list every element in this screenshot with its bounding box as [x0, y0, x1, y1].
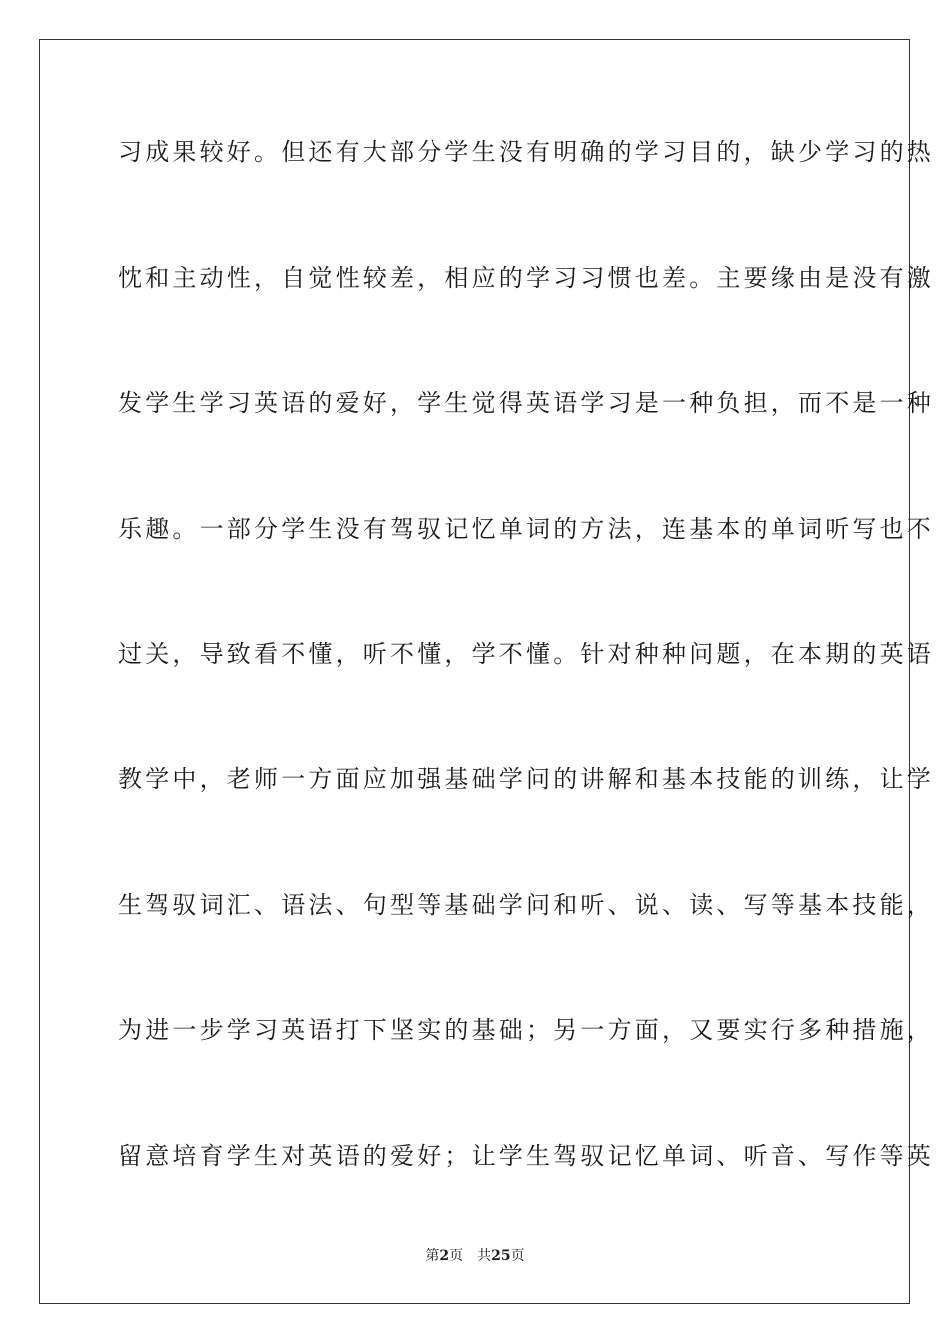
text-line-4: 乐趣。一部分学生没有驾驭记忆单词的方法，连基本的单词听写也不: [118, 515, 934, 543]
text-line-6: 教学中，老师一方面应加强基础学问的讲解和基本技能的训练，让学: [118, 765, 934, 793]
total-prefix: 共: [477, 1248, 492, 1264]
text-line-8: 为进一步学习英语打下坚实的基础；另一方面，又要实行多种措施，: [118, 1016, 934, 1044]
page-footer: [0, 1246, 950, 1266]
total-pages: 25: [491, 1248, 511, 1264]
page-border: [39, 39, 934, 1304]
page-number: 2: [439, 1248, 450, 1264]
text-line-7: 生驾驭词汇、语法、句型等基础学问和听、说、读、写等基本技能，: [118, 891, 934, 919]
total-suffix: 页: [510, 1248, 525, 1264]
text-line-9: 留意培育学生对英语的爱好；让学生驾驭记忆单词、听音、写作等英: [118, 1142, 934, 1170]
page-suffix: 页: [449, 1248, 464, 1264]
page-prefix: 第: [425, 1248, 440, 1264]
text-line-5: 过关，导致看不懂，听不懂，学不懂。针对种种问题，在本期的英语: [118, 640, 934, 668]
text-line-3: 发学生学习英语的爱好，学生觉得英语学习是一种负担，而不是一种: [118, 389, 934, 417]
text-line-2: 忱和主动性，自觉性较差，相应的学习习惯也差。主要缘由是没有激: [118, 264, 934, 292]
text-line-1: 习成果较好。但还有大部分学生没有明确的学习目的，缺少学习的热: [118, 138, 934, 166]
